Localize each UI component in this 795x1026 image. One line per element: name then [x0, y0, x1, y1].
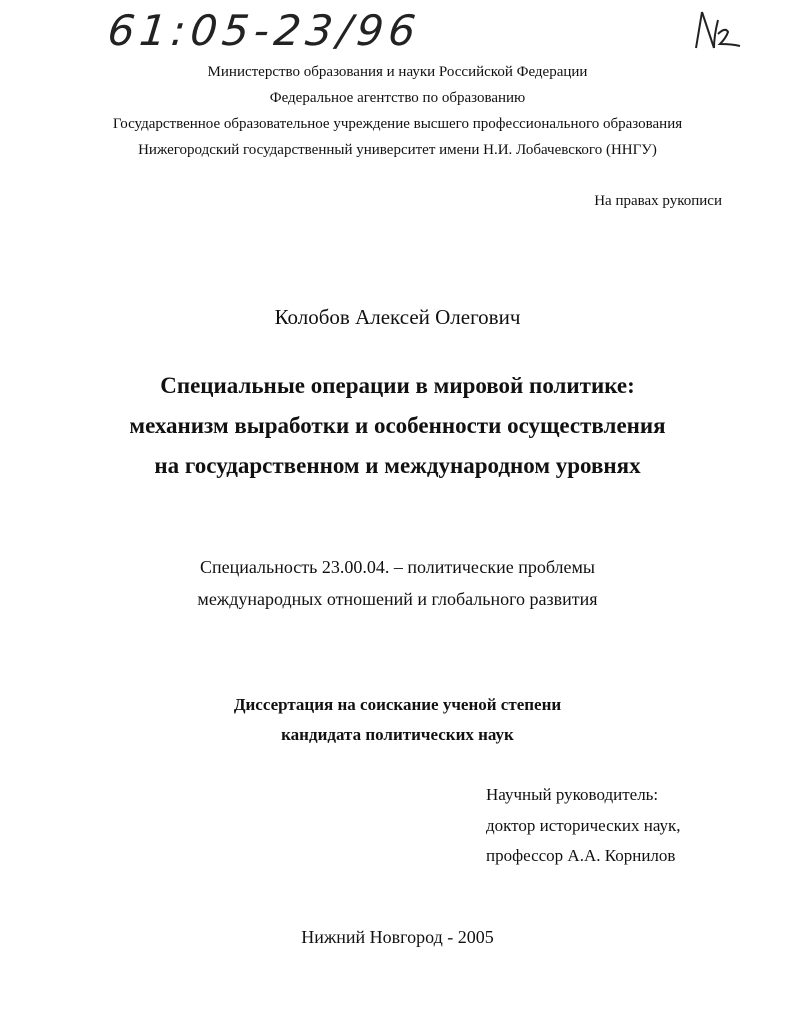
agency-line: Федеральное агентство по образованию [269, 90, 526, 106]
rights-note: На правах рукописи [594, 193, 722, 209]
specialty-line-2: международных отношений и глобального развития [197, 589, 598, 609]
signature-mark [692, 8, 744, 52]
specialty-line-1: Специальность 23.00.04. – политические проблемы [199, 557, 596, 577]
author-name: Колобов Алексей Олегович [274, 305, 521, 329]
university-line: Нижегородский государственный университет имени Н.И. Лобачевского (ННГУ) [138, 142, 657, 158]
institution-type-line: Государственное образовательное учреждение высшего профессионального образования [112, 116, 683, 132]
supervisor-degree: доктор исторических наук, [486, 816, 681, 835]
ministry-line: Министерство образования и науки Российской Федерации [207, 64, 588, 80]
city-year: Нижний Новгород - 2005 [301, 927, 494, 947]
degree-line-2: кандидата политических наук [281, 725, 514, 744]
degree-line-1: Диссертация на соискание ученой степени [233, 695, 562, 714]
title-line-2: механизм выработки и особенности осуществления [129, 413, 666, 438]
title-line-3: на государственном и международном уровнях [154, 453, 641, 478]
supervisor-label: Научный руководитель: [486, 785, 659, 804]
supervisor-name: профессор А.А. Корнилов [486, 846, 676, 865]
archive-number-handwritten: 61:05-23/96 [105, 6, 423, 55]
title-line-1: Специальные операции в мировой политике: [160, 373, 635, 398]
